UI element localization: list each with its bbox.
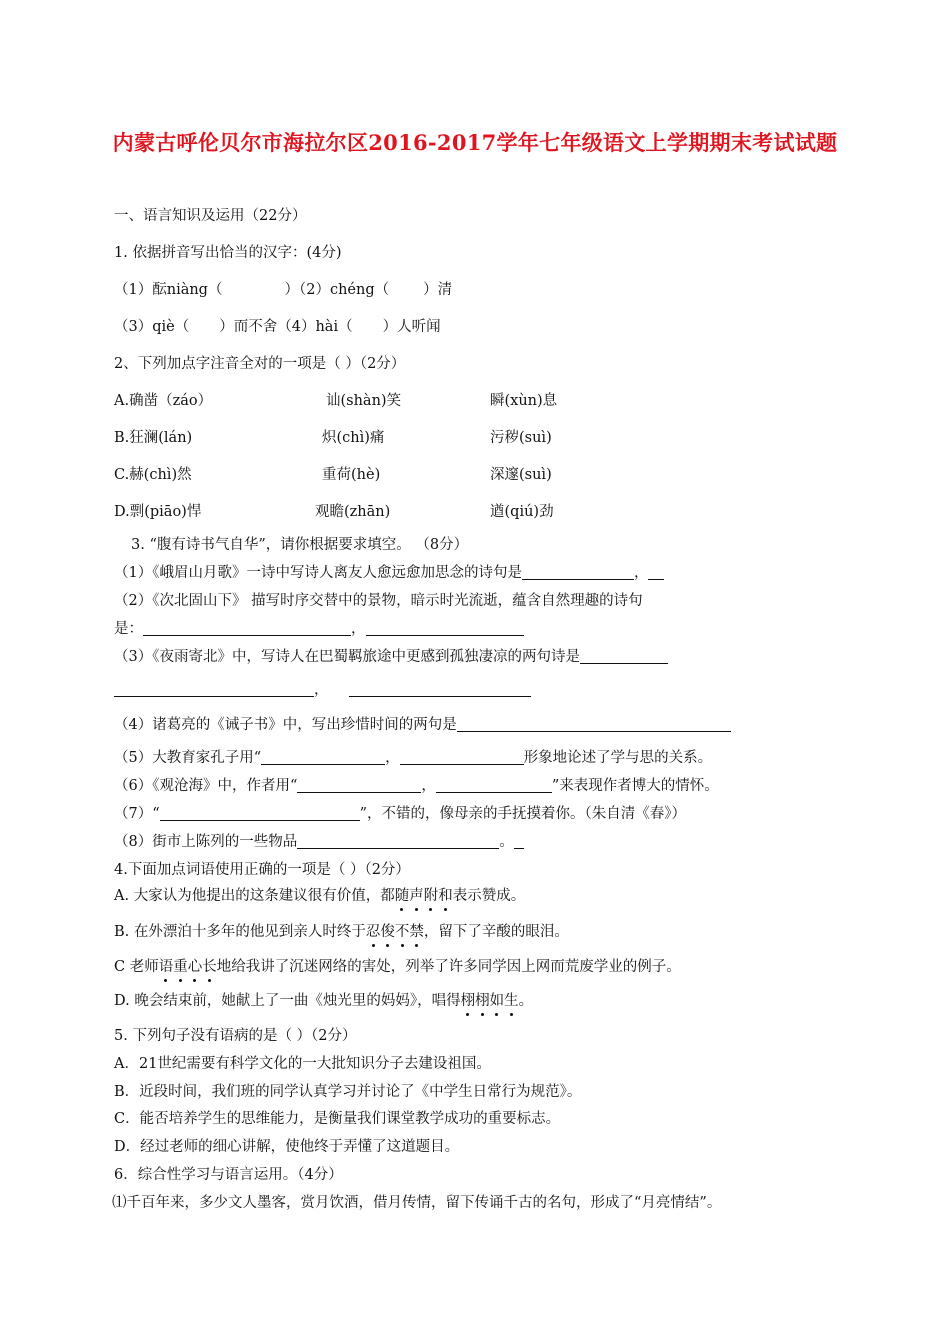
q5-option-b: B．近段时间，我们班的同学认真学习并讨论了《中学生日常行为规范》。: [114, 1084, 582, 1100]
q6-paragraph1: ⑴千百年来，多少文人墨客，赏月饮酒，借月传情，留下传诵千古的名句，形成了“月亮情结”。: [112, 1195, 722, 1211]
q3-item1-text: （1）《峨眉山月歌》一诗中写诗人离友人愈远愈加思念的诗句是: [114, 565, 522, 581]
answer-blank[interactable]: [297, 776, 421, 793]
q3-item1-sep: ，: [633, 565, 649, 581]
q2-d-col3: 遒(qiú)劲: [490, 504, 554, 520]
emphasis-dot-char: 忍: [365, 924, 381, 940]
q4-d-text: D. 晚会结束前，她献上了一曲《烛光里的妈妈》，唱得: [114, 993, 461, 1009]
q3-item5-sep: ，: [385, 750, 400, 766]
answer-blank[interactable]: [297, 832, 499, 849]
q2-d-col2: 观瞻(zhān): [315, 504, 391, 520]
q1-item1: （1）酝niàng（: [114, 282, 223, 298]
answer-blank[interactable]: [522, 563, 634, 580]
emphasis-dot-char: 长: [202, 959, 217, 975]
q2-b-col1: B.狂澜(lán): [114, 430, 193, 446]
q3-item3: [114, 647, 668, 667]
q3-item6-sep: ，: [421, 778, 436, 794]
emphasis-dot-char: 栩: [460, 993, 476, 1009]
answer-blank[interactable]: [143, 619, 351, 636]
answer-blank[interactable]: [514, 832, 524, 849]
emphasis-dot-char: 禁: [409, 924, 424, 940]
q4-a-dotted-word: [395, 888, 453, 904]
q3-item5-end: 形象地论述了学与思的关系。: [523, 750, 713, 766]
q4-c-text: C 老师: [114, 959, 159, 975]
answer-blank[interactable]: [648, 563, 664, 580]
q1-item4-end: ）人听闻: [382, 319, 441, 335]
q2-c-col2: 重荷(hè): [322, 467, 381, 483]
q2-c-col1: C.赫(chì)然: [114, 467, 192, 483]
q5-stem: 5. 下列句子没有语病的是（ ）（2分）: [114, 1028, 357, 1044]
q3-item2-cont: [114, 619, 524, 639]
q4-option-a: [114, 886, 525, 906]
q2-option-c: [114, 465, 814, 485]
q3-item7: [114, 804, 686, 824]
q3-item3-sep: ，: [314, 682, 329, 698]
q3-item6-end: ”来表现作者博大的情怀。: [551, 778, 719, 794]
emphasis-dot-char: 随: [394, 888, 410, 904]
answer-blank[interactable]: [366, 619, 524, 636]
exam-title: 内蒙古呼伦贝尔市海拉尔区2016-2017学年七年级语文上学期期末考试试题: [112, 130, 838, 155]
emphasis-dot-char: 声: [409, 888, 424, 904]
q3-item4: [114, 715, 731, 735]
q1-item3: （3）qiè（: [114, 319, 190, 335]
answer-blank[interactable]: [261, 748, 385, 765]
q4-option-c: [114, 957, 681, 977]
q2-b-col2: 炽(chì)痛: [322, 430, 385, 446]
q3-item2-label: 是：: [114, 621, 143, 637]
answer-blank[interactable]: [349, 680, 531, 697]
q3-item5-text: （5）大教育家孔子用“: [114, 750, 262, 766]
q4-b-end: ，留下了辛酸的眼泪。: [423, 924, 569, 940]
q3-item6-text: （6）《观沧海》中，作者用“: [114, 778, 298, 794]
q4-b-dotted-word: [366, 924, 424, 940]
q4-option-d: [114, 991, 533, 1011]
answer-blank[interactable]: [580, 647, 668, 664]
q3-item2: （2）《次北固山下》 描写时序交替中的景物，暗示时光流逝，蕴含自然理趣的诗句: [114, 593, 643, 609]
q3-item1: [114, 563, 664, 583]
q3-item3-text: （3）《夜雨寄北》中，写诗人在巴蜀羁旅途中更感到孤独凄凉的两句诗是: [114, 649, 580, 665]
q2-option-a: [114, 391, 814, 411]
q3-item7-end: ”，不错的，像母亲的手抚摸着你。（朱自清《春》）: [359, 806, 687, 822]
emphasis-dot-char: 俊: [380, 924, 395, 940]
answer-blank[interactable]: [400, 748, 524, 765]
section-heading: 一、语言知识及运用（22分）: [114, 208, 307, 224]
answer-blank[interactable]: [457, 715, 731, 732]
emphasis-dot-char: 语: [158, 959, 174, 975]
q2-b-col3: 污秽(suì): [490, 430, 552, 446]
answer-blank[interactable]: [436, 776, 552, 793]
q3-item6: [114, 776, 719, 796]
emphasis-dot-char: 如: [489, 993, 505, 1009]
emphasis-dot-char: 心: [187, 959, 203, 975]
q3-item8: [114, 832, 524, 852]
q6-stem: 6．综合性学习与语言运用。（4分）: [114, 1167, 343, 1183]
q3-item7-text: （7）“: [114, 806, 160, 822]
q3-item8-end: 。: [499, 834, 514, 850]
q4-c-dotted-word: [159, 959, 217, 975]
emphasis-dot-char: 和: [438, 888, 453, 904]
q2-option-b: [114, 428, 814, 448]
q2-c-col3: 深邃(suì): [490, 467, 552, 483]
q2-a-col1: A.确凿（záo）: [114, 393, 213, 409]
q3-item8-text: （8）街市上陈列的一些物品: [114, 834, 298, 850]
emphasis-dot-char: 栩: [475, 993, 490, 1009]
q3-stem: 3. “腹有诗书气自华”，请你根据要求填空。 （8分）: [131, 537, 469, 553]
q3-item5: [114, 748, 712, 768]
emphasis-dot-char: 生: [504, 993, 519, 1009]
q5-option-d: D．经过老师的细心讲解，使他终于弄懂了这道题目。: [114, 1139, 460, 1155]
q2-stem: 2、下列加点字注音全对的一项是（ ）（2分）: [114, 356, 406, 372]
q4-a-text: A. 大家认为他提出的这条建议很有价值，都: [114, 888, 395, 904]
emphasis-dot-char: 重: [173, 959, 188, 975]
q4-stem: 4.下面加点词语使用正确的一项是（ ）（2分）: [114, 862, 410, 878]
q4-a-end: 表示赞成。: [452, 888, 526, 904]
q1-item4: ）而不舍（4）hài（: [219, 319, 353, 335]
emphasis-dot-char: 不: [394, 924, 410, 940]
q2-option-d: [114, 502, 814, 522]
q4-d-end: 。: [518, 993, 534, 1009]
q1-stem: 1. 依据拼音写出恰当的汉字：(4分): [114, 245, 342, 261]
q3-item4-text: （4）诸葛亮的《诫子书》中，写出珍惜时间的两句是: [114, 717, 457, 733]
q4-b-text: B. 在外漂泊十多年的他见到亲人时终于: [114, 924, 366, 940]
q1-row2: [114, 317, 441, 337]
q1-item2: ）（2）chéng（: [284, 282, 390, 298]
q3-item3-cont: [114, 680, 531, 700]
answer-blank[interactable]: [160, 804, 360, 821]
q4-d-dotted-word: [461, 993, 519, 1009]
emphasis-dot-char: 附: [423, 888, 439, 904]
q2-a-col3: 瞬(xùn)息: [490, 393, 558, 409]
q5-option-a: A．21世纪需要有科学文化的一大批知识分子去建设祖国。: [114, 1056, 491, 1072]
q3-item2-sep: ，: [351, 621, 366, 637]
q1-row1: [114, 280, 452, 300]
q2-a-col2: 讪(shàn)笑: [326, 393, 402, 409]
q4-option-b: [114, 922, 569, 942]
q1-item2-end: ）清: [423, 282, 453, 298]
answer-blank[interactable]: [114, 680, 314, 697]
q4-c-end: 地给我讲了沉迷网络的害处，列举了许多同学因上网而荒废学业的例子。: [216, 959, 681, 975]
q5-option-c: C．能否培养学生的思维能力，是衡量我们课堂教学成功的重要标志。: [114, 1111, 561, 1127]
q2-d-col1: D.剽(piāo)悍: [114, 504, 202, 520]
